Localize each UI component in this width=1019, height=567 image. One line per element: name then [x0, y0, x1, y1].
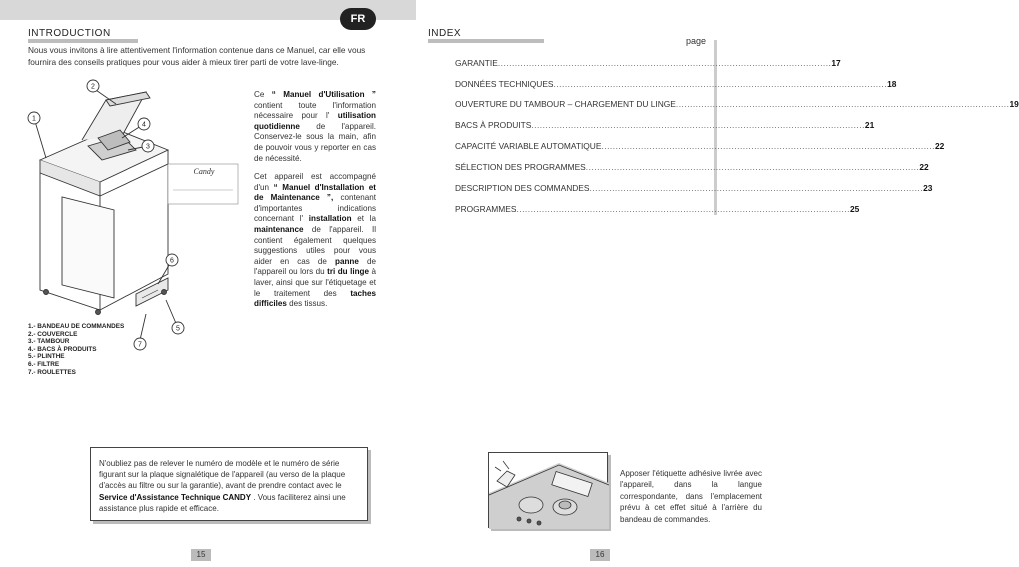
title-underline [428, 39, 544, 43]
page-number-right: 16 [590, 549, 610, 561]
legend-item: 1.- BANDEAU DE COMMANDES [28, 323, 125, 330]
index-entry[interactable]: SÉLECTION DES PROGRAMMES ...................................................................................................................... 22 [455, 162, 929, 172]
user-manual-paragraph: Ce “ Manuel d'Utilisation ” contient toute l'information nécessaire pour l' utilisation quotidienne de l'appareil. Conservez-le sous la main, afin de pouvoir vous y reporter en cas de nécessité. [254, 90, 376, 163]
parts-legend [28, 323, 124, 376]
legend-item: 6.- FILTRE [28, 360, 60, 368]
callout-label: 6 [170, 257, 174, 265]
index-entry[interactable]: OUVERTURE DU TAMBOUR – CHARGEMENT DU LINGE ...................................................................................................................... 19 [455, 99, 1019, 109]
callout-label: 5 [176, 325, 180, 333]
legend-item: 5.- PLINTHE [28, 353, 65, 361]
callout-label: 2 [91, 83, 95, 91]
language-badge: FR [340, 8, 376, 30]
legend-item: 3.- TAMBOUR [28, 338, 70, 346]
sticker-instruction: Apposer l'étiquette adhésive livrée avec l'appareil, dans la langue correspondante, dans l'emplacement prévu à cet effet situé à l'arrière du bandeau de commandes. [620, 469, 762, 524]
index-entry[interactable]: BACS À PRODUITS ...................................................................................................................... 21 [455, 120, 875, 130]
index-entry[interactable]: CAPACITÉ VARIABLE AUTOMATIQUE ...................................................................................................................... 22 [455, 141, 945, 151]
title-underline [28, 39, 138, 43]
index-entry[interactable]: DONNÉES TECHNIQUES ...................................................................................................................... 18 [455, 79, 897, 89]
page-number-left: 15 [191, 549, 211, 561]
index-entry[interactable]: DESCRIPTION DES COMMANDES ...................................................................................................................... 23 [455, 183, 933, 193]
brand-label: Candy [193, 167, 215, 176]
legend-item: 4.- BACS À PRODUITS [28, 345, 97, 353]
legend-item: 7.- ROULETTES [28, 368, 76, 376]
intro-paragraph: Nous vous invitons à lire attentivement l'information contenue dans ce Manuel, car elle vous fournira des conseils pratiques pour vous aider à mieux tirer parti de votre lave-linge. [28, 45, 366, 67]
index-entry[interactable]: PROGRAMMES ...................................................................................................................... 25 [455, 204, 860, 214]
washing-machine-illustration [18, 78, 243, 348]
callout-label: 7 [138, 341, 142, 349]
index-title: INDEX [428, 28, 462, 39]
installation-manual-paragraph: Cet appareil est accompagné d'un “ Manuel d'Installation et de Maintenance ”, contenant d'importantes indications concernant l' installation et la maintenance de l'appareil. Il contient également quelques suggestions utiles pour vous aider en cas de panne de l'appareil ou lors du tri du linge à laver, ainsi que sur l'étiquetage et le traitement des taches difficiles des tissus. [254, 172, 376, 309]
sticker-illustration [488, 452, 608, 528]
callout-label: 1 [32, 115, 36, 123]
index-entry[interactable]: GARANTIE ...................................................................................................................... 17 [455, 58, 841, 68]
introduction-title: INTRODUCTION [28, 28, 111, 39]
callout-label: 3 [146, 143, 150, 151]
legend-item: 2.- COUVERCLE [28, 330, 78, 338]
page-column-label: page [686, 36, 707, 46]
service-note-box: N'oubliez pas de relever le numéro de modèle et le numéro de série figurant sur la plaque signalétique de l'appareil (au verso de la plaque d'accès au filtre ou sur la garantie), avant de prendre contact avec le Service d'Assistance Technique CANDY . Vous faciliterez ainsi une assistance plus rapide et efficace. [90, 447, 368, 521]
callout-label: 4 [142, 121, 146, 129]
